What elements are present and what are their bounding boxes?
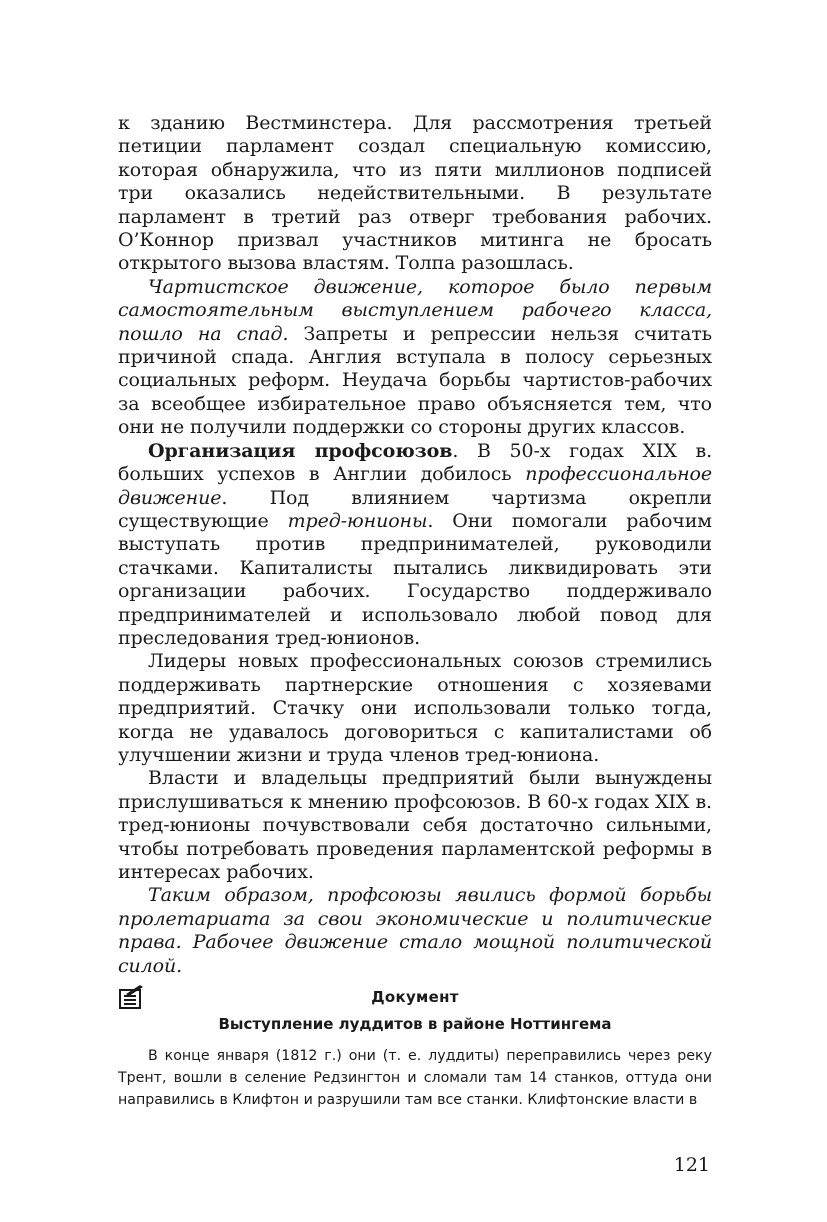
page-number: 121 <box>673 1154 710 1176</box>
paragraph-2 <box>118 276 712 440</box>
document-header <box>118 982 712 1033</box>
term-professional-movement: профессиональное движение <box>118 463 712 509</box>
document-pen-icon <box>118 984 144 1010</box>
paragraph-3-text-a: . В 50-х годах XIX в. больших успехов в Англии добилось <box>118 439 713 486</box>
main-text <box>118 112 712 978</box>
paragraph-4: Лидеры новых профессиональных союзов стремились поддерживать партнерские отношения с хозяевами предприятий. Стачку они использовали только тогда, когда не удавалось договориться с капиталистами об улучшении жизни и труда членов тред-юниона. <box>118 650 712 766</box>
term-trade-unions: тред-юнионы <box>287 509 428 532</box>
paragraph-1: к зданию Вестминстера. Для рассмотрения третьей петиции парламент создал специальную комиссию, которая обнаружила, что из пяти миллионов подписей три оказались недействительными. В результате парламент в третий раз отверг требования рабочих. О’Коннор призвал участников митинга не бросать открытого вызова властям. Толпа разошлась. <box>118 112 712 275</box>
paragraph-6-conclusion: Таким образом, профсоюзы явились формой борьбы пролетариата за свои экономические и политические права. Рабочее движение стало мощной политической силой. <box>118 884 712 977</box>
document-title: Выступление луддитов в районе Ноттингема <box>218 1015 612 1033</box>
paragraph-5: Власти и владельцы предприятий были вынуждены прислушиваться к мнению профсоюзов. В 60-х годах XIX в. тред-юнионы почувствовали себя достаточно сильными, чтобы потребовать проведения парламентской реформы в интересах рабочих. <box>118 767 712 883</box>
document-label: Документ <box>371 988 459 1006</box>
paragraph-2-rest: Запреты и репрессии нельзя считать причиной спада. Англия вступала в полосу серьезных социальных реформ. Неудача борьбы чартистов-рабочих за всеобщее избирательное право объясняется тем, что они не получили поддержки со стороны других классов. <box>118 322 712 439</box>
paragraph-2-italic: Чартистское движение, которое было первым самостоятельным выступлением рабочего класса, пошло на спад. <box>118 275 712 345</box>
paragraph-3-text-c: . Они помогали рабочим выступать против предпринимателей, руководили стачками. Капиталисты пытались ликвидировать эти организации рабочих. Государство поддерживало предпринимателей и использовало любой повод для преследования тред-юнионов. <box>118 509 712 649</box>
paragraph-3-text-b: . Под влиянием чартизма окрепли существующие <box>118 486 712 532</box>
paragraph-3 <box>118 440 712 651</box>
section-heading-trade-unions: Организация профсоюзов <box>148 439 453 462</box>
document-excerpt: В конце января (1812 г.) они (т. е. луддиты) переправились через реку Трент, вошли в селение Редзингтон и сломали там 14 станков, оттуда они направились в Клифтон и разрушили там все станки. Клифтонские власти в <box>118 1048 712 1108</box>
